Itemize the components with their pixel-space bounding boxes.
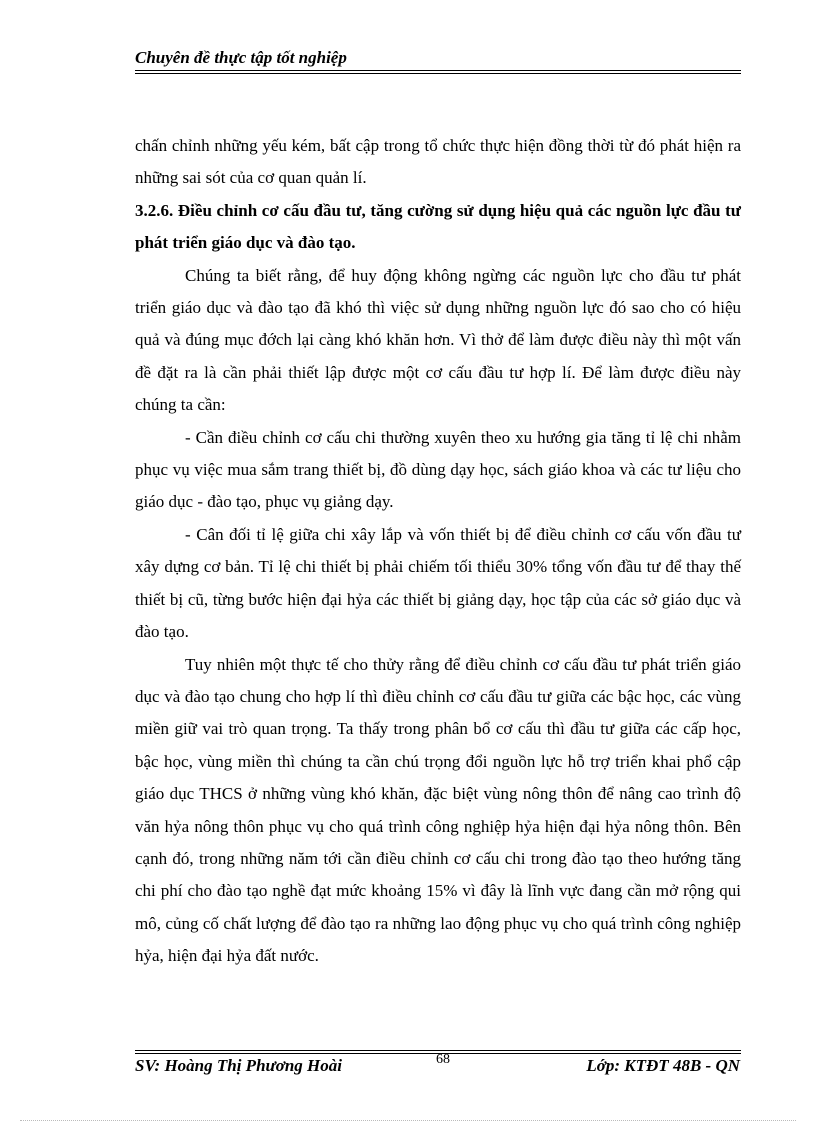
bullet-item-1: - Cần điều chỉnh cơ cấu chi thường xuyên theo xu hướng gia tăng tỉ lệ chi nhằm phục vụ việc mua sắm trang thiết bị, đồ dùng dạy học, sách giáo khoa và các tư liệu cho giáo dục - đào tạo, phục vụ giảng dạy. bbox=[135, 427, 741, 512]
footer-rule-thin bbox=[135, 1050, 741, 1051]
header-rule-thin bbox=[135, 73, 741, 74]
bullet-item-2: - Cân đối tỉ lệ giữa chi xây lắp và vốn thiết bị để điều chỉnh cơ cấu vốn đầu tư xây dựng cơ bản. Tỉ lệ chi thiết bị phải chiếm tối thiểu 30% tổng vốn đầu tư để thay thế thiết bị cũ, từng bước hiện đại hỷa các thiết bị giảng dạy, học tập của các sở giáo dục và đào tạo. bbox=[135, 524, 741, 642]
document-body bbox=[135, 130, 741, 973]
header-rule bbox=[135, 70, 741, 71]
page-number: 68 bbox=[436, 1052, 450, 1067]
page-edge-divider bbox=[20, 1120, 796, 1121]
page-header-title: Chuyên đề thực tập tốt nghiệp bbox=[135, 48, 347, 67]
section-heading: 3.2.6. Điều chỉnh cơ cấu đầu tư, tăng cường sử dụng hiệu quả các nguồn lực đầu tư phát triển giáo dục và đào tạo. bbox=[135, 200, 741, 253]
paragraph-continuation: chấn chỉnh những yếu kém, bất cập trong tổ chức thực hiện đồng thời từ đó phát hiện ra những sai sót của cơ quan quản lí. bbox=[135, 136, 741, 188]
footer-author: SV: Hoàng Thị Phương Hoài bbox=[135, 1056, 342, 1075]
paragraph-conclusion: Tuy nhiên một thực tế cho thửy rằng để điều chỉnh cơ cấu đầu tư phát triển giáo dục và đào tạo chung cho hợp lí thì điều chỉnh cơ cấu đầu tư giữa các bậc học, các vùng miền giữ vai trò quan trọng. Ta thấy trong phân bổ cơ cấu thì đầu tư giữa các cấp học, bậc học, vùng miền thì chúng ta cần chú trọng đổi nguồn lực hỗ trợ triển khai phổ cập giáo dục THCS ở những vùng khó khăn, đặc biệt vùng nông thôn để nâng cao trình độ văn hỷa nông thôn phục vụ cho quá trình công nghiệp hỷa hiện đại hỷa nông thôn. Bên cạnh đó, trong những năm tới cần điều chỉnh cơ cấu chi trong đào tạo theo hướng tăng chi phí cho đào tạo nghề đạt mức khoảng 15% vì đây là lĩnh vực đang cần mở rộng qui mô, củng cố chất lượng để đào tạo ra những lao động phục vụ cho quá trình công nghiệp hỷa, hiện đại hỷa đất nước. bbox=[135, 654, 741, 966]
footer-class: Lớp: KTĐT 48B - QN bbox=[586, 1056, 740, 1075]
paragraph-intro: Chúng ta biết rằng, để huy động không ngừng các nguồn lực cho đầu tư phát triển giáo dục và đào tạo đã khó thì việc sử dụng những nguồn lực đó sao cho có hiệu quả và đúng mục đớch lại càng khó khăn hơn. Vì thở để làm được điều này thì một vấn đề đặt ra là cần phải thiết lập được một cơ cấu đầu tư hợp lí. Để làm được điều này chúng ta cần: bbox=[135, 265, 741, 415]
